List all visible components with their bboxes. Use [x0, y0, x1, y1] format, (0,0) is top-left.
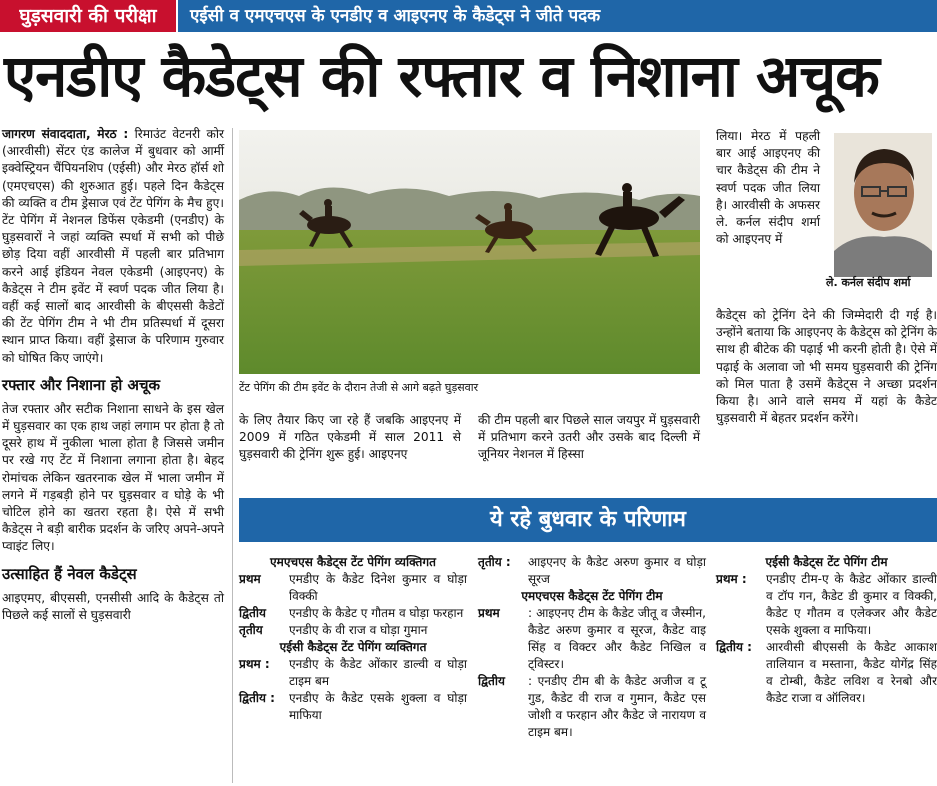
results-column-1 [239, 554, 467, 724]
article-paragraph-3: आइएमए, बीएससी, एनसीसी आदि के कैडेट्स तो पिछले कई सालों से घुड़सवारी [2, 590, 224, 622]
result-label: तृतीय [239, 623, 263, 637]
results-column-2 [478, 554, 706, 741]
result-label: द्वितीय : [239, 691, 275, 705]
article-column-3: की टीम पहली बार पिछले साल जयपुर में घुड़सवारी में प्रतिभाग करने उतरी और उसके बाद दिल्ली में जूनियर नेशनल में हिस्सा [478, 413, 700, 462]
article-column-4: कैडेट्स को ट्रेनिंग देने की जिम्मेदारी दी गई है। उन्होंने बताया कि आइएनए के कैडेट्स को ट्रेनिंग के साथ ही बीटेक की पढ़ाई भी करनी होती है। ऐसे में पढ़ाई के अलावा जो भी समय घुड़सवारी की ट्रेनिंग को मिल पाता है उसमें कैडेट्स ने अच्छा प्रदर्शन किया है। आने वाले समय में यहां के कैडेट घुड़सवारी में बेहतर प्रदर्शन करेंगे। [716, 308, 937, 426]
paragraph-text: रिमाउंट वेटनरी कोर (आरवीसी) सेंटर एंड कालेज में बुधवार को आर्मी इक्वेस्ट्रियन चैंपियनशिप (एईसी) और मेरठ हॉर्स शो (एमएचएस) की शुरुआत हुई। पहले दिन कैडेट्स की व्यक्ति व टीम ड्रेसाज एवं टेंट पेगिंग के मैच हुए। टेंट पेगिंग में नेशनल डिफेंस एकेडमी (एनडीए) के घुड़सवारों ने जहां व्यक्ति स्पर्धा में सभी को पीछे छोड़ दिया वहीं आरवीसी में पहली बार प्रतिभाग करने आई इंडियन नेवल एकेडमी (आइएनए) के कैडेट्स ने टीम इवेंट में स्वर्ण पदक जीत लिया है। वहीं कई सालों बाद आरवीसी के बीएससी कैडेटों की टेंट पेगिंग टीम ने भी टीम प्रतिस्पर्धा में दूसरा स्थान प्राप्त किया। वहीं ड्रेसाज के परिणाम गुरुवार को घोषित किए जाएंगे। [2, 127, 224, 365]
results-column-3 [716, 554, 937, 707]
headline-strap: एईसी व एमएचएस के एनडीए व आइएनए के कैडेट्स ने जीते पदक [178, 0, 937, 32]
result-value: आरवीसी बीएससी के कैडेट आकाश तालियान व मस्ताना, कैडेट योगेंद्र सिंह व टोम्बी, कैडेट लविश व रेनबो और कैडेट राजा व ऑलिवर। [766, 640, 937, 705]
result-row [478, 605, 706, 673]
result-label: तृतीय : [478, 555, 511, 569]
result-label: प्रथम [239, 572, 261, 586]
result-row [239, 622, 467, 639]
result-row [716, 639, 937, 707]
result-value: : आइएनए टीम के कैडेट जीतू व जैस्मीन, कैडेट अरुण कुमार व सूरज, कैडेट वाइ सिंह व विक्टर और कैडेट निखिल व ट्विस्टर। [528, 606, 706, 671]
result-value: एनडीए के कैडेट ओंकार डाल्वी व घोड़ा टाइम बम [289, 657, 467, 688]
result-label: द्वितीय : [716, 640, 752, 654]
article-paragraph-2: तेज रफ्तार और सटीक निशाना साधने के इस खेल में घुड़सवार का एक हाथ जहां लगाम पर होता है तो दूसरे हाथ में नुकीला भाला होता है जिससे जमीन पर रखे गए टेंट में निशाना लगाना होता है। बेहद रोमांचक लेकिन खतरनाक खेल में भाला जमीन में लगने में गड़बड़ी होने पर घुड़सवार व घोड़े के भी चोटिल होने का खतरा रहता है। ऐसे में सभी कैडेट्स ने बड़ी बारीक प्रदर्शन के जरिए अपने-अपने प्वाइंट लिए। [2, 401, 224, 554]
result-row [478, 554, 706, 588]
result-label: द्वितीय [239, 606, 266, 620]
subheading-naval: उत्साहित हैं नेवल कैडेट्स [2, 564, 137, 583]
result-value: आइएनए के कैडेट अरुण कुमार व घोड़ा सूरज [528, 555, 706, 586]
portrait-image [834, 133, 932, 277]
result-label: प्रथम : [239, 657, 270, 671]
result-row [716, 571, 937, 639]
horse-riders-image [239, 130, 700, 374]
result-row [239, 690, 467, 724]
result-label: प्रथम : [716, 572, 747, 586]
result-row [239, 571, 467, 605]
result-value: : एनडीए टीम बी के कैडेट अजीज व टू गुड, कैडेट वी राज व गुमान, कैडेट एस जोशी व फरहान और कैडेट जे नारायण व टाइम बम। [528, 674, 706, 739]
result-label: द्वितीय [478, 674, 505, 688]
result-row [478, 673, 706, 741]
article-column-4-top: लिया। मेरठ में पहली बार आई आइएनए की चार कैडेट्स की टीम ने स्वर्ण पदक जीत लिया है। आरवीसी के अफसर ले. कर्नल संदीप शर्मा को आइएनए में [716, 129, 820, 247]
main-headline: एनडीए कैडेट्स की रफ्तार व निशाना अचूक [4, 42, 879, 110]
results-heading: एमएचएस कैडेट्स टेंट पेगिंग टीम [521, 589, 663, 603]
result-value: एनडीए के वी राज व घोड़ा गुमान [289, 623, 428, 637]
result-value: एमडीए के कैडेट दिनेश कुमार व घोड़ा विक्की [289, 572, 467, 603]
photo-caption: टेंट पेगिंग की टीम इवेंट के दौरान तेजी से आगे बढ़ते घुड़सवार [239, 381, 479, 394]
result-value: एनडीए टीम-ए के कैडेट ओंकार डाल्वी व टॉप गन, कैडेट डी कुमार व विक्की, कैडेट ए गौतम व एलेक्जर और कैडेट एसके शुक्ला व माफिया। [766, 572, 937, 637]
article-column-1 [2, 126, 224, 624]
results-heading: एमएचएस कैडेट्स टेंट पेगिंग व्यक्तिगत [270, 555, 436, 569]
tent-pegging-photo [239, 130, 700, 374]
result-row [239, 605, 467, 622]
result-value: एनडीए के कैडेट ए गौतम व घोड़ा फरहान [289, 606, 464, 620]
article-paragraph-1 [2, 126, 224, 367]
section-kicker: घुड़सवारी की परीक्षा [0, 0, 176, 32]
results-heading: एईसी कैडेट्स टेंट पेगिंग व्यक्तिगत [279, 640, 427, 654]
subheading-speed: रफ्तार और निशाना हो अचूक [2, 375, 161, 394]
result-label: प्रथम [478, 606, 500, 620]
results-heading: एईसी कैडेट्स टेंट पेगिंग टीम [765, 555, 888, 569]
officer-portrait [834, 133, 932, 277]
results-banner: ये रहे बुधवार के परिणाम [239, 498, 937, 542]
dateline: जागरण संवाददाता, मेरठ : [2, 127, 129, 141]
column-rule [232, 128, 233, 783]
article-column-2: के लिए तैयार किए जा रहे हैं जबकि आइएनए में 2009 में गठित एकेडमी में साल 2011 से घुड़सवारी की ट्रेनिंग शुरू हुई। आइएनए [239, 413, 461, 462]
portrait-caption: ले. कर्नल संदीप शर्मा [826, 276, 911, 289]
result-row [239, 656, 467, 690]
result-value: एनडीए के कैडेट एसके शुक्ला व घोड़ा माफिया [289, 691, 467, 722]
